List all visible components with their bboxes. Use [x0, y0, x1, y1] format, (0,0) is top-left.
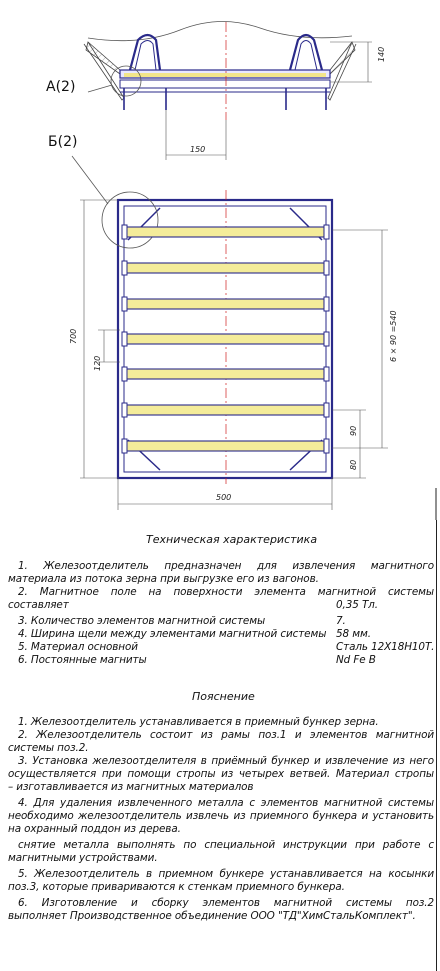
element-end-cap	[324, 332, 329, 346]
tech-item-6-label: 6. Постоянные магниты	[18, 654, 147, 666]
element-end-cap	[324, 439, 329, 453]
dim-150: 150	[190, 145, 206, 154]
notes-heading: Пояснение	[192, 690, 255, 703]
tech-item-1-line2: материала из потока зерна при выгрузке его из вагонов.	[8, 573, 319, 585]
note-line: 3. Установка железоотделителя в приёмный бункер и извлечение из него	[18, 755, 434, 767]
dim-120: 120	[93, 355, 102, 371]
note-line: 2. Железоотделитель состоит из рамы поз.1 и элементов магнитной	[18, 729, 434, 741]
note-line: необходимо железоотделитель извлечь из приемного бункера и установить	[8, 810, 434, 822]
note-line: системы поз.2.	[8, 742, 89, 754]
element-end-cap	[324, 261, 329, 275]
magnetic-element	[126, 227, 324, 237]
note-line: выполняет Производственное объединение ООО "ТД"ХимСтальКомплект".	[8, 910, 416, 922]
callout-b-label: Б(2)	[48, 134, 78, 150]
note-line: 1. Железоотделитель устанавливается в приемный бункер зерна.	[18, 716, 379, 728]
tech-item-4-label: 4. Ширина щели между элементами магнитной системы	[18, 628, 327, 640]
magnetic-element	[126, 299, 324, 309]
element-end-cap	[122, 332, 127, 346]
hopper-section-view	[84, 21, 372, 160]
element-end-cap	[122, 439, 127, 453]
tech-item-2-value: 0,35 Тл.	[336, 599, 378, 611]
tech-heading: Техническая характеристика	[146, 533, 318, 546]
tech-item-3-label: 3. Количество элементов магнитной системы	[18, 615, 266, 627]
dim-90: 90	[349, 425, 358, 436]
note-line: 6. Изготовление и сборку элементов магнитной системы поз.2	[18, 897, 434, 909]
tech-item-4-value: 58 мм.	[336, 628, 371, 640]
element-end-cap	[324, 297, 329, 311]
element-end-cap	[122, 297, 127, 311]
magnetic-element	[126, 334, 324, 344]
dim-6x90: 6 × 90 =540	[389, 310, 398, 362]
note-line: осуществляется при помощи стропы из четырех ветвей. Материал стропы	[8, 768, 434, 780]
tech-item-2-line2: составляет	[8, 599, 69, 611]
frame-border	[436, 520, 437, 971]
tech-item-5-label: 5. Материал основной	[18, 641, 138, 653]
dim-80: 80	[349, 459, 358, 470]
element-end-cap	[324, 225, 329, 239]
note-line: – изготавливается из магнитных материалов	[8, 781, 254, 793]
note-line: поз.3, которые привариваются к стенкам приемного бункера.	[8, 881, 345, 893]
note-line: на охранный поддон из дерева.	[8, 823, 181, 835]
tech-item-1-line1: 1. Железоотделитель предназначен для извлечения магнитного	[18, 560, 434, 572]
frame-plan-view	[72, 156, 388, 510]
magnetic-element	[126, 405, 324, 415]
note-line: снятие металла выполнять по специальной инструкции при работе с	[18, 839, 434, 851]
element-end-cap	[122, 225, 127, 239]
element-end-cap	[122, 367, 127, 381]
element-end-cap	[324, 403, 329, 417]
callout-a-label: А(2)	[46, 79, 76, 95]
element-end-cap	[122, 261, 127, 275]
magnetic-element	[126, 263, 324, 273]
tech-item-2-line1: 2. Магнитное поле на поверхности элемента магнитной системы	[18, 586, 434, 598]
dim-500: 500	[216, 493, 232, 502]
element-end-cap	[122, 403, 127, 417]
tech-item-5-value: Сталь 12Х18Н10Т.	[336, 641, 435, 653]
element-end-cap	[324, 367, 329, 381]
dim-140: 140	[377, 46, 386, 62]
tech-item-6-value: Nd Fe B	[336, 654, 376, 666]
magnetic-element	[126, 441, 324, 451]
tech-item-3-value: 7.	[336, 615, 346, 627]
magnetic-elements	[122, 225, 329, 453]
note-line: 5. Железоотделитель в приемном бункере устанавливается на косынки	[18, 868, 434, 880]
note-line: магнитными устройствами.	[8, 852, 158, 864]
magnetic-element	[126, 369, 324, 379]
dim-700: 700	[69, 328, 78, 344]
note-line: 4. Для удаления извлеченного металла с элементов магнитной системы	[18, 797, 434, 809]
